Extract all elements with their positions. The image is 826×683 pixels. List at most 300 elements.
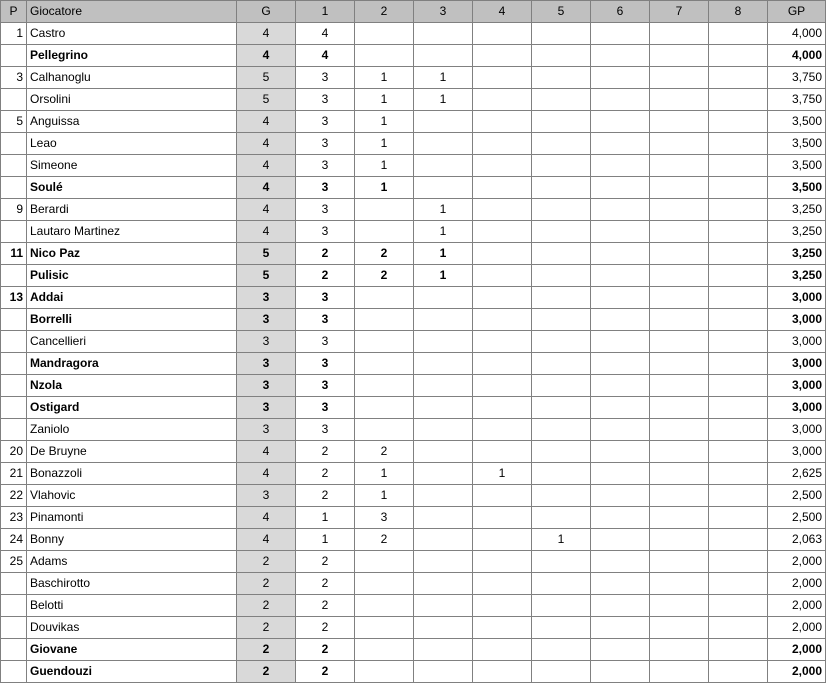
cell-count-3[interactable] — [414, 573, 473, 595]
cell-count-1[interactable]: 3 — [296, 199, 355, 221]
cell-position[interactable]: 24 — [1, 529, 27, 551]
cell-player-name[interactable]: Giovane — [27, 639, 237, 661]
cell-player-name[interactable]: Soulé — [27, 177, 237, 199]
cell-count-1[interactable]: 2 — [296, 595, 355, 617]
cell-count-5[interactable] — [532, 45, 591, 67]
cell-count-4[interactable] — [473, 133, 532, 155]
cell-gp[interactable]: 3,500 — [768, 155, 826, 177]
cell-gp[interactable]: 3,000 — [768, 331, 826, 353]
cell-gp[interactable]: 2,625 — [768, 463, 826, 485]
column-header-7[interactable]: 7 — [650, 1, 709, 23]
cell-gp[interactable]: 3,750 — [768, 67, 826, 89]
cell-count-7[interactable] — [650, 45, 709, 67]
cell-count-2[interactable]: 1 — [355, 89, 414, 111]
cell-player-name[interactable]: Cancellieri — [27, 331, 237, 353]
cell-count-5[interactable] — [532, 111, 591, 133]
cell-player-name[interactable]: Vlahovic — [27, 485, 237, 507]
cell-count-1[interactable]: 4 — [296, 45, 355, 67]
cell-position[interactable] — [1, 309, 27, 331]
column-header-5[interactable]: 5 — [532, 1, 591, 23]
cell-count-7[interactable] — [650, 287, 709, 309]
cell-count-7[interactable] — [650, 331, 709, 353]
cell-count-6[interactable] — [591, 89, 650, 111]
cell-count-8[interactable] — [709, 199, 768, 221]
cell-count-4[interactable] — [473, 111, 532, 133]
cell-games[interactable]: 3 — [237, 331, 296, 353]
cell-count-5[interactable] — [532, 595, 591, 617]
table-row[interactable] — [1, 507, 826, 529]
cell-count-8[interactable] — [709, 661, 768, 683]
cell-count-7[interactable] — [650, 353, 709, 375]
cell-count-2[interactable] — [355, 309, 414, 331]
cell-count-4[interactable] — [473, 573, 532, 595]
cell-count-1[interactable]: 2 — [296, 485, 355, 507]
cell-games[interactable]: 5 — [237, 89, 296, 111]
cell-count-6[interactable] — [591, 133, 650, 155]
cell-count-1[interactable]: 3 — [296, 89, 355, 111]
cell-count-5[interactable] — [532, 309, 591, 331]
cell-count-4[interactable]: 1 — [473, 463, 532, 485]
cell-player-name[interactable]: Ostigard — [27, 397, 237, 419]
cell-gp[interactable]: 4,000 — [768, 45, 826, 67]
cell-gp[interactable]: 3,500 — [768, 133, 826, 155]
cell-gp[interactable]: 3,000 — [768, 419, 826, 441]
cell-count-7[interactable] — [650, 67, 709, 89]
cell-count-5[interactable] — [532, 287, 591, 309]
cell-count-2[interactable]: 1 — [355, 155, 414, 177]
cell-count-8[interactable] — [709, 529, 768, 551]
cell-count-7[interactable] — [650, 23, 709, 45]
cell-count-5[interactable] — [532, 199, 591, 221]
cell-count-7[interactable] — [650, 133, 709, 155]
cell-count-7[interactable] — [650, 573, 709, 595]
cell-player-name[interactable]: Guendouzi — [27, 661, 237, 683]
cell-count-3[interactable]: 1 — [414, 199, 473, 221]
cell-games[interactable]: 5 — [237, 243, 296, 265]
cell-gp[interactable]: 3,000 — [768, 309, 826, 331]
cell-count-8[interactable] — [709, 265, 768, 287]
cell-player-name[interactable]: Pulisic — [27, 265, 237, 287]
cell-player-name[interactable]: Simeone — [27, 155, 237, 177]
cell-games[interactable]: 4 — [237, 155, 296, 177]
cell-games[interactable]: 3 — [237, 419, 296, 441]
cell-count-5[interactable] — [532, 507, 591, 529]
cell-count-5[interactable] — [532, 639, 591, 661]
cell-position[interactable] — [1, 353, 27, 375]
cell-count-5[interactable] — [532, 573, 591, 595]
cell-count-2[interactable]: 2 — [355, 243, 414, 265]
cell-count-4[interactable] — [473, 595, 532, 617]
cell-count-2[interactable] — [355, 221, 414, 243]
cell-count-1[interactable]: 3 — [296, 375, 355, 397]
cell-position[interactable] — [1, 331, 27, 353]
cell-count-8[interactable] — [709, 111, 768, 133]
cell-player-name[interactable]: Nzola — [27, 375, 237, 397]
cell-gp[interactable]: 2,063 — [768, 529, 826, 551]
cell-position[interactable]: 1 — [1, 23, 27, 45]
cell-count-1[interactable]: 3 — [296, 309, 355, 331]
cell-player-name[interactable]: Nico Paz — [27, 243, 237, 265]
column-header-4[interactable]: 4 — [473, 1, 532, 23]
table-row[interactable] — [1, 221, 826, 243]
cell-count-1[interactable]: 3 — [296, 397, 355, 419]
cell-count-6[interactable] — [591, 375, 650, 397]
cell-position[interactable] — [1, 89, 27, 111]
cell-gp[interactable]: 3,250 — [768, 221, 826, 243]
cell-position[interactable]: 11 — [1, 243, 27, 265]
cell-count-4[interactable] — [473, 177, 532, 199]
cell-player-name[interactable]: De Bruyne — [27, 441, 237, 463]
cell-count-5[interactable] — [532, 265, 591, 287]
cell-gp[interactable]: 2,000 — [768, 639, 826, 661]
cell-count-1[interactable]: 3 — [296, 331, 355, 353]
cell-position[interactable] — [1, 639, 27, 661]
cell-count-5[interactable] — [532, 397, 591, 419]
table-row[interactable] — [1, 155, 826, 177]
cell-count-2[interactable] — [355, 353, 414, 375]
cell-count-8[interactable] — [709, 221, 768, 243]
cell-count-3[interactable] — [414, 331, 473, 353]
cell-count-7[interactable] — [650, 595, 709, 617]
cell-count-4[interactable] — [473, 155, 532, 177]
cell-count-1[interactable]: 2 — [296, 265, 355, 287]
table-row[interactable] — [1, 133, 826, 155]
table-row[interactable] — [1, 67, 826, 89]
cell-count-8[interactable] — [709, 485, 768, 507]
cell-count-8[interactable] — [709, 89, 768, 111]
cell-count-2[interactable] — [355, 639, 414, 661]
cell-count-8[interactable] — [709, 397, 768, 419]
table-row[interactable] — [1, 617, 826, 639]
cell-count-2[interactable] — [355, 45, 414, 67]
cell-count-6[interactable] — [591, 45, 650, 67]
cell-count-3[interactable] — [414, 155, 473, 177]
cell-games[interactable]: 3 — [237, 485, 296, 507]
cell-count-6[interactable] — [591, 661, 650, 683]
cell-games[interactable]: 2 — [237, 617, 296, 639]
cell-count-2[interactable] — [355, 617, 414, 639]
cell-count-2[interactable]: 1 — [355, 133, 414, 155]
cell-player-name[interactable]: Borrelli — [27, 309, 237, 331]
cell-games[interactable]: 4 — [237, 507, 296, 529]
table-row[interactable] — [1, 265, 826, 287]
cell-count-4[interactable] — [473, 617, 532, 639]
cell-count-4[interactable] — [473, 485, 532, 507]
cell-count-7[interactable] — [650, 177, 709, 199]
cell-player-name[interactable]: Douvikas — [27, 617, 237, 639]
cell-games[interactable]: 3 — [237, 309, 296, 331]
cell-count-5[interactable] — [532, 243, 591, 265]
cell-count-6[interactable] — [591, 243, 650, 265]
cell-count-3[interactable] — [414, 353, 473, 375]
cell-count-5[interactable] — [532, 485, 591, 507]
cell-count-5[interactable] — [532, 89, 591, 111]
cell-gp[interactable]: 3,750 — [768, 89, 826, 111]
cell-gp[interactable]: 3,250 — [768, 265, 826, 287]
cell-games[interactable]: 2 — [237, 551, 296, 573]
cell-count-6[interactable] — [591, 441, 650, 463]
cell-count-5[interactable] — [532, 463, 591, 485]
cell-count-4[interactable] — [473, 507, 532, 529]
cell-position[interactable] — [1, 661, 27, 683]
cell-count-4[interactable] — [473, 45, 532, 67]
cell-games[interactable]: 4 — [237, 111, 296, 133]
cell-player-name[interactable]: Zaniolo — [27, 419, 237, 441]
cell-games[interactable]: 4 — [237, 463, 296, 485]
cell-position[interactable] — [1, 133, 27, 155]
cell-count-7[interactable] — [650, 199, 709, 221]
cell-player-name[interactable]: Leao — [27, 133, 237, 155]
cell-count-3[interactable] — [414, 177, 473, 199]
cell-count-4[interactable] — [473, 199, 532, 221]
cell-games[interactable]: 3 — [237, 287, 296, 309]
cell-games[interactable]: 4 — [237, 529, 296, 551]
cell-count-1[interactable]: 2 — [296, 639, 355, 661]
cell-position[interactable]: 23 — [1, 507, 27, 529]
cell-count-8[interactable] — [709, 507, 768, 529]
cell-gp[interactable]: 3,000 — [768, 397, 826, 419]
column-header-2[interactable]: 2 — [355, 1, 414, 23]
cell-count-2[interactable] — [355, 573, 414, 595]
cell-gp[interactable]: 4,000 — [768, 23, 826, 45]
cell-count-1[interactable]: 2 — [296, 617, 355, 639]
cell-count-1[interactable]: 1 — [296, 507, 355, 529]
cell-count-4[interactable] — [473, 309, 532, 331]
cell-count-7[interactable] — [650, 485, 709, 507]
cell-count-6[interactable] — [591, 529, 650, 551]
cell-count-1[interactable]: 3 — [296, 177, 355, 199]
cell-games[interactable]: 5 — [237, 67, 296, 89]
cell-count-8[interactable] — [709, 353, 768, 375]
cell-count-1[interactable]: 3 — [296, 221, 355, 243]
cell-count-2[interactable]: 1 — [355, 177, 414, 199]
cell-count-7[interactable] — [650, 265, 709, 287]
cell-count-2[interactable] — [355, 23, 414, 45]
cell-player-name[interactable]: Addai — [27, 287, 237, 309]
cell-position[interactable] — [1, 617, 27, 639]
cell-player-name[interactable]: Mandragora — [27, 353, 237, 375]
cell-count-5[interactable] — [532, 67, 591, 89]
cell-count-1[interactable]: 2 — [296, 551, 355, 573]
cell-position[interactable]: 13 — [1, 287, 27, 309]
cell-player-name[interactable]: Pellegrino — [27, 45, 237, 67]
column-header-3[interactable]: 3 — [414, 1, 473, 23]
cell-count-8[interactable] — [709, 331, 768, 353]
cell-count-2[interactable]: 1 — [355, 111, 414, 133]
cell-count-5[interactable] — [532, 375, 591, 397]
cell-gp[interactable]: 3,000 — [768, 375, 826, 397]
cell-count-7[interactable] — [650, 155, 709, 177]
cell-count-3[interactable] — [414, 375, 473, 397]
cell-count-4[interactable] — [473, 243, 532, 265]
cell-count-7[interactable] — [650, 397, 709, 419]
cell-count-3[interactable] — [414, 661, 473, 683]
cell-count-3[interactable] — [414, 45, 473, 67]
table-row[interactable] — [1, 111, 826, 133]
cell-count-8[interactable] — [709, 23, 768, 45]
cell-gp[interactable]: 3,500 — [768, 177, 826, 199]
cell-count-3[interactable] — [414, 529, 473, 551]
cell-count-4[interactable] — [473, 89, 532, 111]
cell-games[interactable]: 4 — [237, 177, 296, 199]
cell-games[interactable]: 4 — [237, 133, 296, 155]
cell-gp[interactable]: 2,000 — [768, 661, 826, 683]
cell-position[interactable] — [1, 45, 27, 67]
cell-count-2[interactable] — [355, 331, 414, 353]
table-row[interactable] — [1, 551, 826, 573]
cell-player-name[interactable]: Bonazzoli — [27, 463, 237, 485]
column-header-8[interactable]: 8 — [709, 1, 768, 23]
cell-count-5[interactable] — [532, 155, 591, 177]
cell-count-5[interactable] — [532, 177, 591, 199]
cell-count-6[interactable] — [591, 639, 650, 661]
table-row[interactable] — [1, 331, 826, 353]
column-header-gp[interactable]: GP — [768, 1, 826, 23]
table-row[interactable] — [1, 287, 826, 309]
table-row[interactable] — [1, 463, 826, 485]
cell-count-7[interactable] — [650, 661, 709, 683]
cell-gp[interactable]: 3,000 — [768, 441, 826, 463]
cell-count-1[interactable]: 3 — [296, 287, 355, 309]
column-header-6[interactable]: 6 — [591, 1, 650, 23]
cell-count-6[interactable] — [591, 155, 650, 177]
table-row[interactable] — [1, 45, 826, 67]
cell-count-8[interactable] — [709, 639, 768, 661]
cell-gp[interactable]: 2,000 — [768, 573, 826, 595]
cell-count-5[interactable] — [532, 353, 591, 375]
cell-count-8[interactable] — [709, 67, 768, 89]
cell-count-1[interactable]: 2 — [296, 243, 355, 265]
cell-games[interactable]: 4 — [237, 199, 296, 221]
cell-count-8[interactable] — [709, 551, 768, 573]
column-header-position[interactable]: P — [1, 1, 27, 23]
cell-position[interactable] — [1, 397, 27, 419]
cell-count-3[interactable] — [414, 309, 473, 331]
cell-gp[interactable]: 3,500 — [768, 111, 826, 133]
cell-count-3[interactable] — [414, 287, 473, 309]
cell-count-6[interactable] — [591, 551, 650, 573]
cell-count-3[interactable] — [414, 485, 473, 507]
cell-count-7[interactable] — [650, 243, 709, 265]
cell-count-3[interactable] — [414, 617, 473, 639]
cell-position[interactable]: 20 — [1, 441, 27, 463]
cell-count-1[interactable]: 1 — [296, 529, 355, 551]
cell-count-7[interactable] — [650, 375, 709, 397]
cell-games[interactable]: 2 — [237, 639, 296, 661]
cell-count-7[interactable] — [650, 89, 709, 111]
cell-count-5[interactable] — [532, 133, 591, 155]
table-row[interactable] — [1, 397, 826, 419]
cell-count-1[interactable]: 3 — [296, 133, 355, 155]
cell-count-2[interactable]: 1 — [355, 485, 414, 507]
cell-count-8[interactable] — [709, 617, 768, 639]
table-row[interactable] — [1, 441, 826, 463]
cell-position[interactable]: 3 — [1, 67, 27, 89]
table-row[interactable] — [1, 243, 826, 265]
cell-count-8[interactable] — [709, 133, 768, 155]
cell-count-1[interactable]: 3 — [296, 419, 355, 441]
cell-count-4[interactable] — [473, 331, 532, 353]
cell-count-6[interactable] — [591, 485, 650, 507]
table-row[interactable] — [1, 573, 826, 595]
cell-count-3[interactable] — [414, 441, 473, 463]
cell-count-6[interactable] — [591, 177, 650, 199]
cell-count-4[interactable] — [473, 23, 532, 45]
cell-count-5[interactable] — [532, 23, 591, 45]
cell-games[interactable]: 2 — [237, 661, 296, 683]
cell-count-4[interactable] — [473, 265, 532, 287]
cell-games[interactable]: 4 — [237, 45, 296, 67]
cell-gp[interactable]: 3,250 — [768, 199, 826, 221]
cell-count-4[interactable] — [473, 67, 532, 89]
cell-count-2[interactable]: 2 — [355, 441, 414, 463]
cell-count-5[interactable]: 1 — [532, 529, 591, 551]
cell-position[interactable] — [1, 265, 27, 287]
cell-count-3[interactable] — [414, 639, 473, 661]
cell-count-3[interactable] — [414, 111, 473, 133]
cell-player-name[interactable]: Belotti — [27, 595, 237, 617]
cell-count-8[interactable] — [709, 287, 768, 309]
cell-count-2[interactable]: 1 — [355, 67, 414, 89]
cell-position[interactable] — [1, 419, 27, 441]
cell-gp[interactable]: 3,000 — [768, 287, 826, 309]
table-row[interactable] — [1, 309, 826, 331]
cell-position[interactable]: 22 — [1, 485, 27, 507]
cell-count-4[interactable] — [473, 221, 532, 243]
table-row[interactable] — [1, 353, 826, 375]
cell-count-1[interactable]: 4 — [296, 23, 355, 45]
cell-player-name[interactable]: Berardi — [27, 199, 237, 221]
cell-position[interactable]: 21 — [1, 463, 27, 485]
table-row[interactable] — [1, 529, 826, 551]
cell-player-name[interactable]: Adams — [27, 551, 237, 573]
cell-count-3[interactable] — [414, 595, 473, 617]
cell-count-2[interactable] — [355, 595, 414, 617]
cell-count-8[interactable] — [709, 243, 768, 265]
cell-gp[interactable]: 2,000 — [768, 595, 826, 617]
cell-position[interactable] — [1, 155, 27, 177]
cell-player-name[interactable]: Baschirotto — [27, 573, 237, 595]
cell-count-5[interactable] — [532, 441, 591, 463]
cell-position[interactable]: 9 — [1, 199, 27, 221]
cell-count-3[interactable]: 1 — [414, 265, 473, 287]
cell-count-4[interactable] — [473, 529, 532, 551]
cell-count-3[interactable] — [414, 133, 473, 155]
cell-count-1[interactable]: 2 — [296, 661, 355, 683]
cell-count-1[interactable]: 2 — [296, 463, 355, 485]
cell-count-6[interactable] — [591, 331, 650, 353]
cell-player-name[interactable]: Calhanoglu — [27, 67, 237, 89]
cell-count-6[interactable] — [591, 221, 650, 243]
cell-count-6[interactable] — [591, 287, 650, 309]
cell-count-7[interactable] — [650, 463, 709, 485]
cell-position[interactable] — [1, 595, 27, 617]
column-header-1[interactable]: 1 — [296, 1, 355, 23]
cell-count-6[interactable] — [591, 67, 650, 89]
cell-count-6[interactable] — [591, 199, 650, 221]
cell-count-2[interactable] — [355, 551, 414, 573]
cell-count-5[interactable] — [532, 419, 591, 441]
cell-player-name[interactable]: Orsolini — [27, 89, 237, 111]
cell-games[interactable]: 3 — [237, 353, 296, 375]
cell-count-3[interactable]: 1 — [414, 89, 473, 111]
cell-count-6[interactable] — [591, 265, 650, 287]
cell-position[interactable]: 5 — [1, 111, 27, 133]
cell-count-6[interactable] — [591, 463, 650, 485]
cell-count-7[interactable] — [650, 221, 709, 243]
cell-player-name[interactable]: Pinamonti — [27, 507, 237, 529]
cell-count-2[interactable] — [355, 375, 414, 397]
